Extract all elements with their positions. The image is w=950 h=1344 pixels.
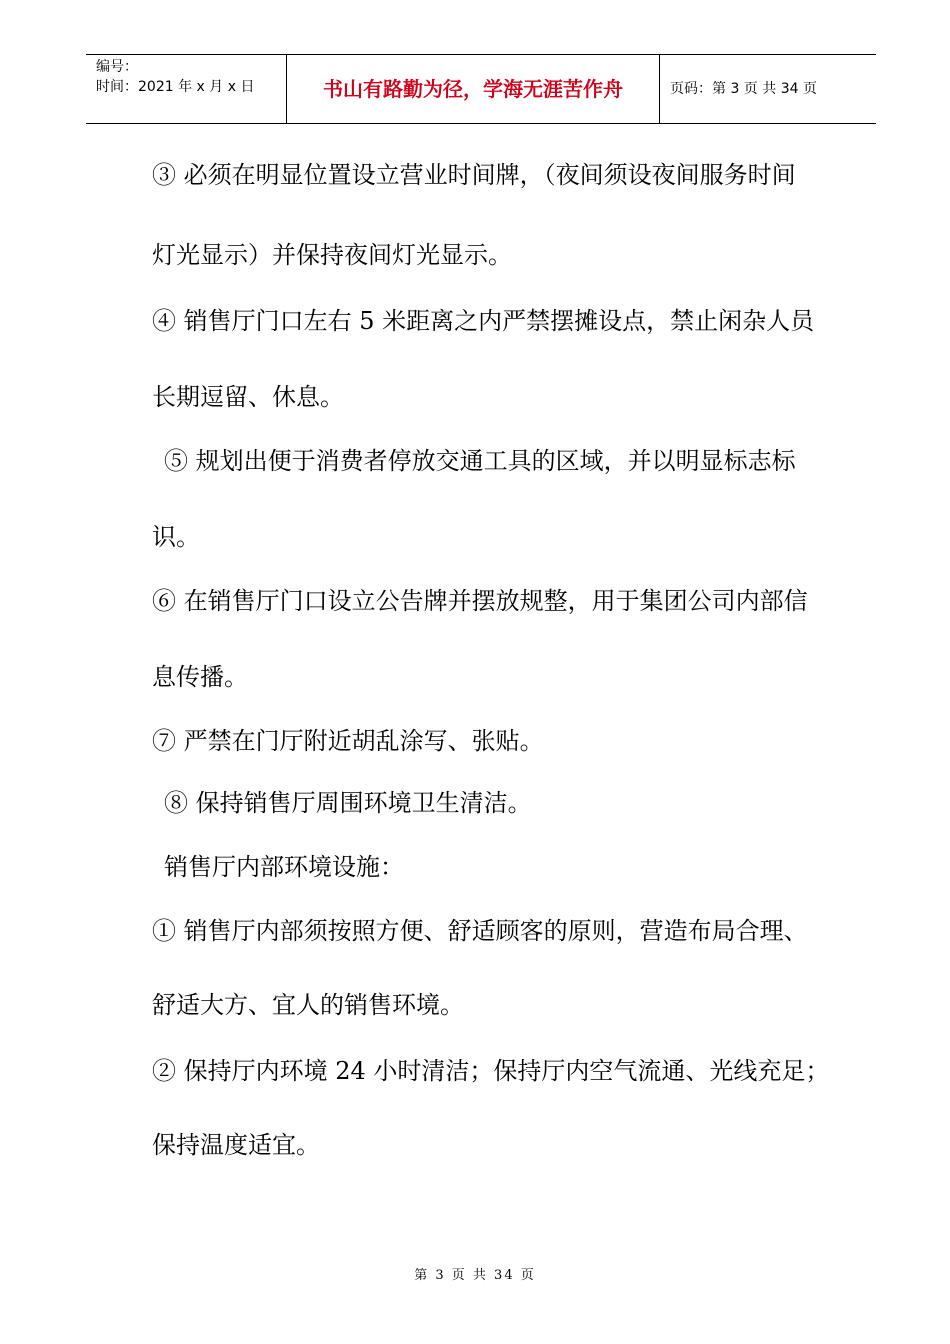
header-info-cell [86,55,287,123]
body-line: ⑦ 严禁在门厅附近胡乱涂写、张贴。 [152,727,544,755]
body-line: ⑧ 保持销售厅周围环境卫生清洁。 [164,789,532,817]
section-heading: 销售厅内部环境设施： [164,853,404,881]
document-time: 时间：2021 年 x 月 x 日 [96,79,255,95]
body-line: ⑤ 规划出便于消费者停放交通工具的区域，并以明显标志标 [164,447,796,475]
body-line: 息传播。 [152,663,248,691]
body-line: ③ 必须在明显位置设立营业时间牌，（夜间须设夜间服务时间 [152,161,796,189]
body-line: 舒适大方、宜人的销售环境。 [152,991,464,1019]
header-motto-cell [287,55,660,123]
header-page-cell [660,55,876,123]
body-line: 灯光显示）并保持夜间灯光显示。 [152,241,512,269]
page-header [86,54,876,124]
body-line: ② 保持厅内环境 24 小时清洁；保持厅内空气流通、光线充足； [152,1057,830,1085]
body-line: ④ 销售厅门口左右 5 米距离之内严禁摆摊设点，禁止闲杂人员 [152,307,815,335]
body-line: 识。 [152,523,200,551]
header-motto: 书山有路勤为径，学海无涯苦作舟 [323,77,623,101]
body-line: 保持温度适宜。 [152,1131,320,1159]
body-line: ⑥ 在销售厅门口设立公告牌并摆放规整，用于集团公司内部信 [152,587,808,615]
header-page-number: 页码：第 3 页 共 34 页 [670,81,817,97]
body-line: ① 销售厅内部须按照方便、舒适顾客的原则，营造布局合理、 [152,917,808,945]
document-code: 编号： [96,59,138,75]
page-footer: 第 3 页 共 34 页 [414,1268,536,1283]
body-line: 长期逗留、休息。 [152,383,344,411]
